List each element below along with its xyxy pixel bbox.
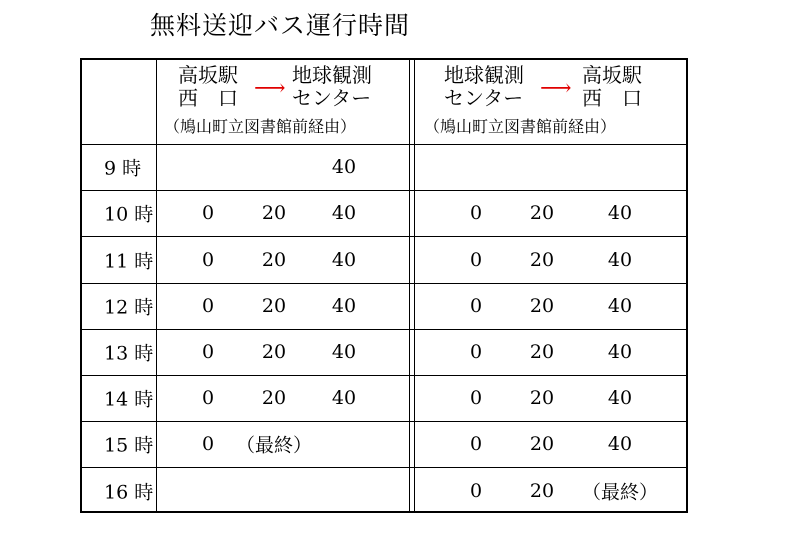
- direction-divider-left: [409, 60, 410, 511]
- outbound-origin-line1: 高坂駅: [178, 63, 238, 87]
- outbound-departure: （最終）: [235, 434, 313, 457]
- outbound-departure: 40: [331, 340, 357, 363]
- inbound-via: （鳩山町立図書館前経由）: [424, 117, 617, 136]
- inbound-origin-line2: センター: [444, 86, 524, 110]
- row-divider: [82, 329, 686, 330]
- page-title: 無料送迎バス運行時間: [150, 11, 411, 40]
- row-divider: [82, 421, 686, 422]
- inbound-departure: 20: [529, 340, 555, 363]
- row-divider: [82, 283, 686, 284]
- outbound-departure: 0: [201, 433, 215, 456]
- outbound-departure: 0: [201, 294, 215, 317]
- hour-label: 9 時: [104, 157, 142, 180]
- inbound-departure: 0: [469, 294, 483, 317]
- outbound-origin: [178, 64, 238, 110]
- inbound-departure: 20: [529, 248, 555, 271]
- outbound-departure: 0: [201, 248, 215, 271]
- inbound-departure: 20: [529, 294, 555, 317]
- inbound-departure: 0: [469, 340, 483, 363]
- hour-label: 14 時: [104, 388, 154, 411]
- inbound-departure: 40: [607, 387, 633, 410]
- outbound-departure: 40: [331, 387, 357, 410]
- inbound-origin: [444, 64, 524, 110]
- inbound-departure: 0: [469, 479, 483, 502]
- inbound-departure: 0: [469, 433, 483, 456]
- outbound-destination-line1: 地球観測: [292, 63, 372, 87]
- hour-column-divider: [156, 60, 157, 511]
- outbound-departure: 20: [261, 387, 287, 410]
- outbound-destination-line2: センター: [292, 86, 372, 110]
- inbound-departure: 40: [607, 248, 633, 271]
- inbound-destination: [582, 64, 642, 110]
- outbound-destination: [292, 64, 372, 110]
- outbound-arrow-icon: ⟶: [254, 76, 286, 101]
- inbound-departure: 20: [529, 479, 555, 502]
- inbound-departure: 20: [529, 387, 555, 410]
- direction-divider-right: [414, 60, 415, 511]
- row-divider: [82, 236, 686, 237]
- outbound-origin-line2: 西 口: [178, 86, 238, 110]
- hour-label: 12 時: [104, 296, 154, 319]
- outbound-departure: 40: [331, 294, 357, 317]
- outbound-departure: 20: [261, 248, 287, 271]
- timetable: [80, 58, 688, 513]
- inbound-departure: 0: [469, 248, 483, 271]
- inbound-destination-line1: 高坂駅: [582, 63, 642, 87]
- hour-label: 13 時: [104, 342, 154, 365]
- hour-label: 16 時: [104, 481, 154, 503]
- outbound-departure: 40: [331, 156, 357, 179]
- hour-label: 15 時: [104, 434, 154, 457]
- inbound-departure: 0: [469, 387, 483, 410]
- outbound-departure: 20: [261, 340, 287, 363]
- inbound-departure: 40: [607, 294, 633, 317]
- outbound-departure: 40: [331, 248, 357, 271]
- outbound-departure: 0: [201, 202, 215, 225]
- outbound-departure: 40: [331, 202, 357, 225]
- outbound-departure: 0: [201, 340, 215, 363]
- inbound-departure: 40: [607, 202, 633, 225]
- inbound-departure: 20: [529, 202, 555, 225]
- row-divider: [82, 467, 686, 468]
- hour-label: 10 時: [104, 203, 154, 226]
- outbound-departure: 0: [201, 387, 215, 410]
- inbound-origin-line1: 地球観測: [444, 63, 524, 87]
- row-divider: [82, 190, 686, 191]
- inbound-departure: （最終）: [581, 481, 659, 503]
- row-divider: [82, 375, 686, 376]
- outbound-via: （鳩山町立図書館前経由）: [164, 117, 357, 136]
- inbound-departure: 40: [607, 433, 633, 456]
- hour-label: 11 時: [104, 250, 154, 272]
- inbound-departure: 40: [607, 340, 633, 363]
- inbound-departure: 20: [529, 433, 555, 456]
- row-divider: [82, 144, 686, 145]
- outbound-departure: 20: [261, 294, 287, 317]
- outbound-departure: 20: [261, 202, 287, 225]
- inbound-departure: 0: [469, 202, 483, 225]
- inbound-arrow-icon: ⟶: [540, 76, 572, 101]
- inbound-destination-line2: 西 口: [582, 86, 642, 110]
